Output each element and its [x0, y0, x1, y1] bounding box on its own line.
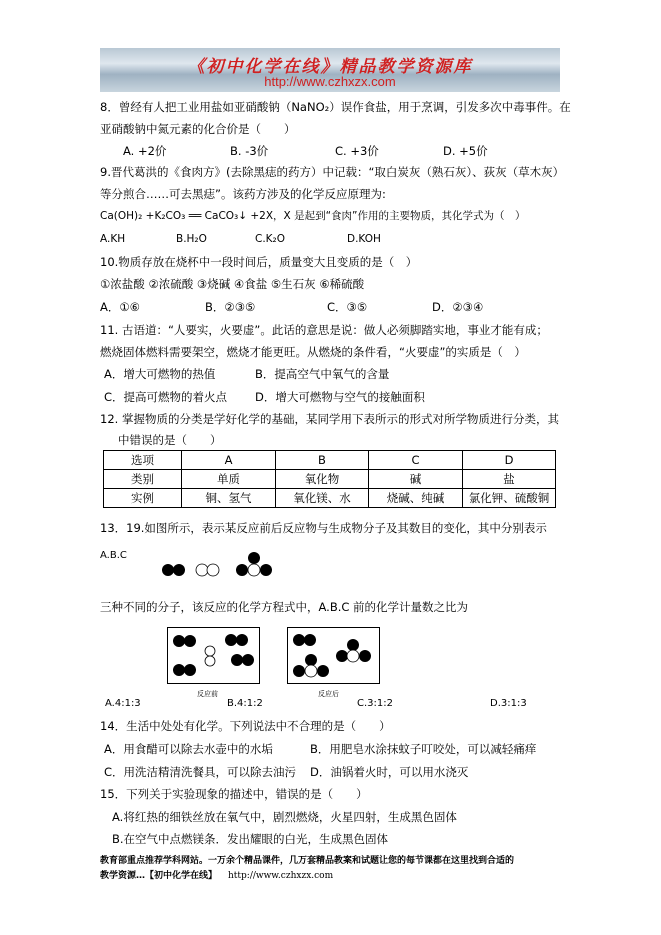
q10-items: ①浓盐酸 ②浓硫酸 ③烧碱 ④食盐 ⑤生石灰 ⑥稀硫酸: [100, 277, 365, 291]
table-row: [104, 489, 556, 508]
q9-option-a: A.KH: [100, 233, 126, 245]
q10-text: 10.物质存放在烧杯中一段时间后，质量变大且变质的是（ ）: [100, 255, 418, 269]
after-label: 反应后: [318, 690, 339, 698]
q8-option-a: A. +2价: [123, 144, 167, 158]
table-cell: 实例: [104, 489, 182, 508]
q15-text: 15．下列关于实验现象的描述中，错误的是（ ）: [100, 787, 368, 801]
q13-option-d: D.3:1:3: [490, 698, 527, 709]
footer-text: 教学资源…【初中化学在线】: [100, 871, 218, 881]
q9-option-b: B.H₂O: [176, 233, 207, 245]
q15-option-a: A.将红热的细铁丝放在氧气中，剧烈燃烧，火星四射，生成黑色固体: [112, 810, 457, 824]
table-cell: 盐: [463, 470, 556, 489]
q9-option-c: C.K₂O: [255, 233, 286, 245]
table-cell: 选项: [104, 451, 182, 470]
q14-option-d: D．油锅着火时，可以用水浇灭: [310, 765, 469, 779]
q10-option-b: B．②③⑤: [205, 300, 256, 314]
q12-text: 中错误的是（ ）: [118, 433, 222, 447]
table-cell: B: [276, 451, 369, 470]
q8-option-d: D. +5价: [443, 144, 488, 158]
q15-option-b: B.在空气中点燃镁条．发出耀眼的白光，生成黑色固体: [112, 832, 389, 846]
q8-option-b: B. -3价: [230, 144, 269, 158]
footer-link[interactable]: http://www.czhxzx.com: [228, 871, 334, 881]
q9-text: 9.晋代葛洪的《食肉方》(去除黑痣的药方）中记载：“取白炭灰（熟石灰）、荻灰（草木灰）: [100, 165, 565, 179]
q8-text: 亚硝酸钠中氮元素的化合价是（ ）: [100, 122, 296, 136]
q13-abc-label: A.B.C: [100, 550, 127, 561]
q14-text: 14．生活中处处有化学。下列说法中不合理的是（ ）: [100, 719, 391, 733]
table-cell: 氧化镁、水: [276, 489, 369, 508]
molecule-legend: [160, 550, 280, 582]
q10-option-d: D．②③④: [432, 300, 484, 314]
q13-option-a: A.4:1:3: [105, 698, 141, 709]
table-cell: 碱: [369, 470, 463, 489]
q9-equation: Ca(OH)₂ +K₂CO₃ ══ CaCO₃↓ +2X，X 是起到“食肉”作用的主要物质，其化学式为（ ）: [100, 210, 526, 222]
classification-table: [103, 450, 556, 508]
q9-text: 等分煎合……可去黑痣”。该药方涉及的化学反应原理为:: [100, 187, 386, 201]
q14-option-c: C．用洗洁精清洗餐具，可以除去油污: [104, 765, 297, 779]
q8-option-c: C. +3价: [335, 144, 379, 158]
q13-option-c: C.3:1:2: [357, 698, 393, 709]
q10-option-c: C．③⑤: [327, 300, 368, 314]
before-label: 反应前: [197, 690, 218, 698]
q11-option-b: B．提高空气中氧气的含量: [255, 367, 390, 381]
table-cell: 氯化钾、硫酸铜: [463, 489, 556, 508]
q13-text: 三种不同的分子，该反应的化学方程式中，A.B.C 前的化学计量数之比为: [100, 600, 469, 614]
q13-option-b: B.4:1:2: [227, 698, 263, 709]
banner-title: 《初中化学在线》精品教学资源库: [187, 57, 473, 77]
before-reaction-diagram: [167, 627, 260, 684]
site-banner[interactable]: [100, 48, 560, 92]
table-cell: 铜、氢气: [182, 489, 276, 508]
q11-option-c: C．提高可燃物的着火点: [104, 390, 228, 404]
q12-text: 12. 掌握物质的分类是学好化学的基础，某同学用下表所示的形式对所学物质进行分类，其: [100, 412, 559, 426]
q11-text: 燃烧固体燃料需要架空，燃烧才能更旺。从燃烧的条件看，“火要虚”的实质是（ ）: [100, 345, 526, 359]
q14-option-b: B．用肥皂水涂抹蚊子叮咬处，可以减轻痛痒: [310, 742, 537, 756]
after-reaction-diagram: [287, 627, 380, 684]
table-cell: 单质: [182, 470, 276, 489]
table-row: [104, 451, 556, 470]
q14-option-a: A．用食醋可以除去水壶中的水垢: [104, 742, 273, 756]
table-cell: 类别: [104, 470, 182, 489]
table-cell: A: [182, 451, 276, 470]
q9-option-d: D.KOH: [347, 233, 381, 245]
q11-option-d: D．增大可燃物与空气的接触面积: [255, 390, 425, 404]
q13-text: 13．19.如图所示，表示某反应前后反应物与生成物分子及其数目的变化，其中分别表示: [100, 521, 547, 535]
q8-text: 8．曾经有人把工业用盐如亚硝酸钠（NaNO₂）误作食盐，用于烹调，引发多次中毒事件。在: [100, 100, 571, 114]
q11-text: 11. 古语道：“人要实，火要虚”。此话的意思是说：做人必须脚踏实地，事业才能有成；: [100, 323, 548, 337]
footer-text: 教育部重点推荐学科网站。一万余个精品课件，几万套精品教案和试题让您的每节课都在这里找到合适的: [100, 856, 515, 866]
table-row: [104, 470, 556, 489]
table-cell: C: [369, 451, 463, 470]
table-cell: 烧碱、纯碱: [369, 489, 463, 508]
table-cell: D: [463, 451, 556, 470]
table-cell: 氧化物: [276, 470, 369, 489]
q11-option-a: A．增大可燃物的热值: [104, 367, 216, 381]
banner-url[interactable]: http://www.czhxzx.com: [264, 74, 396, 89]
q10-option-a: A．①⑥: [100, 300, 140, 314]
